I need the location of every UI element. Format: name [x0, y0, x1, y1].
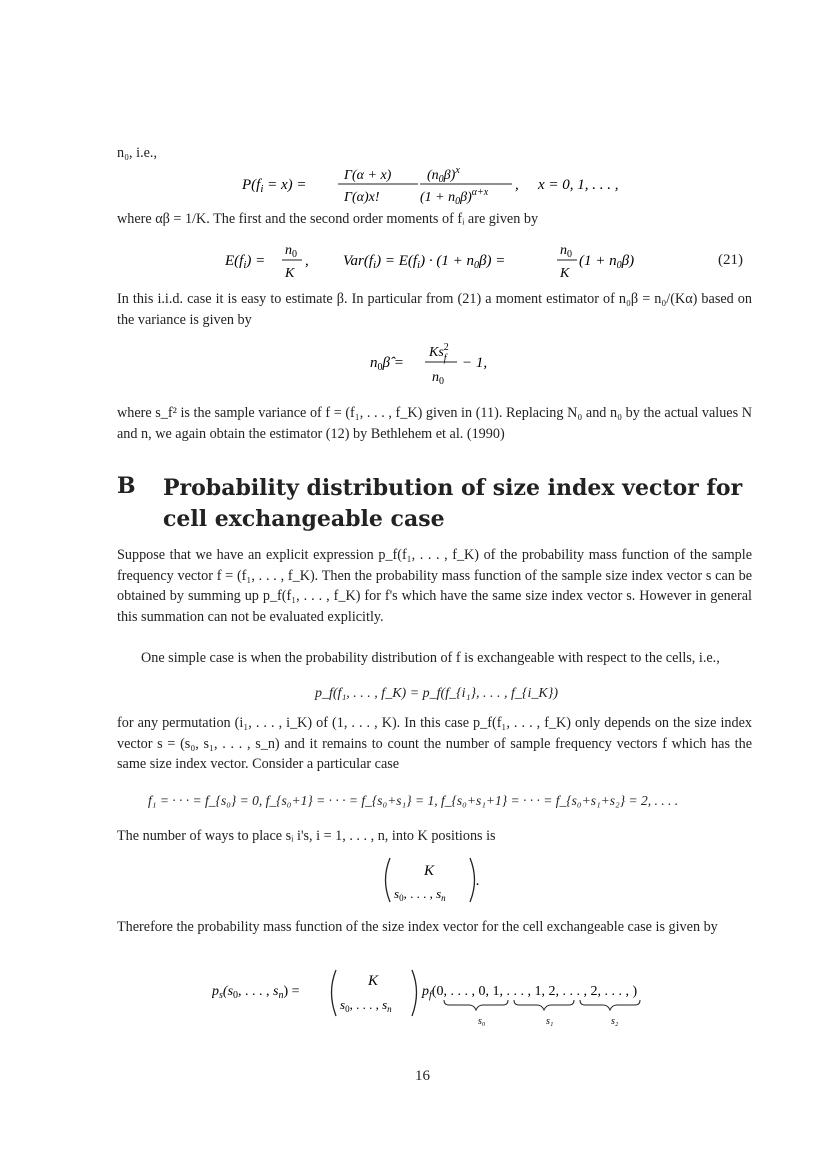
svg-text:Ks2f: Ks$^2$ f	[429, 342, 449, 364]
equation-negative-binomial	[242, 163, 662, 212]
equation-multinomial	[380, 855, 490, 910]
paragraph-bethlehem: where s_f² is the sample variance of f = (f₁, . . . , f_K) given in (11). Replacing N₀ and n₀ by the actual values N and n, we again obtain the estimator (12) by Bethlehem et al. (1990)	[117, 405, 752, 442]
brace-label-s0: s₀	[478, 1016, 486, 1027]
svg-text:(1 + n0β)α+x: $(1 + n_0\beta)^{\alpha+x}$	[420, 187, 489, 207]
svg-text:,: ,	[305, 253, 309, 269]
svg-text:pf(0, . . . , 0, 1, . . . , 1,: $p_f(0$, . . . , 0, 1, . . . , 1, 2, . . . , 2, . . . , )	[422, 984, 638, 1001]
svg-text:E(fi) =: $E(f_i)$ =	[225, 253, 266, 271]
svg-text:n0: $n_0$	[285, 243, 297, 260]
svg-text:− 1,: − 1,	[462, 355, 488, 371]
section-number: B	[117, 473, 136, 499]
svg-text:Γ(α)x!: Γ(α)x!	[344, 190, 380, 205]
svg-text:s0, . . . , sn: $s_0$, . . . , $s_n$	[394, 886, 446, 903]
paragraph-permutation: for any permutation (i₁, . . . , i_K) of (1, . . . , K). In this case p_f(f₁, . . . , f_K) only depends on the size index vector s = (s₀, s₁, . . . , s_n) and it remains to count the number of sample frequency vectors f which has the same size index vector. Consider a particular case	[117, 715, 752, 772]
paragraph-explicit-expression: Suppose that we have an explicit expression p_f(f₁, . . . , f_K) of the probability mass function of the sample frequency vector f = (f₁, . . . , f_K). Then the probability mass function of the sample size index vector s can be obtained by summing up p_f(f₁, . . . , f_K) for f's which have the same size index vector s. However in general this summation can not be evaluated explicitly.	[117, 547, 752, 625]
svg-text:K: K	[285, 266, 295, 281]
equation-number-21: (21)	[718, 252, 743, 268]
brace-label-s2: s₂	[611, 1016, 619, 1027]
svg-text:Γ(α + x): Γ(α + x)	[344, 168, 392, 183]
svg-text:ps(s0, . . . , sn) =: $p_s(s_0$, . . . , $s_n$) =	[212, 984, 300, 1001]
svg-text:K: K	[368, 973, 379, 989]
equation-estimator	[370, 339, 510, 392]
svg-text:(n0β)x: $(n_0\beta)^x$	[427, 165, 460, 185]
svg-text:P(fi = x) =: $P(f_i = x)$ =	[242, 177, 307, 195]
equation-size-index-pmf	[212, 967, 662, 1032]
svg-text:n0β̂ =: $n_0\betâ$ =	[370, 355, 404, 373]
equation-21-svg	[225, 239, 665, 283]
svg-text:,: ,	[515, 177, 519, 193]
svg-text:(1 + n0β): $(1 + n_0\beta)$	[579, 253, 635, 271]
svg-text:n0: $n_0$	[560, 243, 572, 260]
paragraph-therefore: Therefore the probability mass function of the size index vector for the cell exchangeable case is given by	[117, 919, 718, 935]
svg-text:s0, . . . , sn: $s_0$, . . . , $s_n$	[340, 997, 392, 1014]
svg-text:n0: $n_0$	[432, 370, 444, 387]
svg-text:K: K	[560, 266, 570, 281]
svg-text:x = 0, 1, . . . ,: x = 0, 1, . . . ,	[538, 177, 619, 193]
equation-estimator-svg	[370, 339, 510, 387]
equation-nb-svg	[242, 163, 712, 207]
paragraph-exchangeable: One simple case is when the probability distribution of f is exchangeable with respect to the cells, i.e.,	[141, 650, 720, 666]
equation-final-svg	[212, 967, 662, 1027]
page-number: 16	[415, 1068, 430, 1084]
text-line-moments: where αβ = 1/K. The first and the second order moments of fᵢ are given by	[117, 211, 539, 227]
equation-multinomial-svg	[380, 855, 490, 905]
svg-text:.: .	[476, 873, 480, 889]
text-line-ni-ie: n₀, i.e.,	[117, 145, 158, 161]
equation-particular-case: f₁ = · · · = f_{s₀} = 0, f_{s₀+1} = · · · = f_{s₀+s₁} = 1, f_{s₀+s₁+1} = · · · = f_{s₀+s₁+s₂} = 2, . . . .	[148, 793, 679, 808]
svg-text:Var(fi) = E(fi) · (1 + n0β) =: $Var(f_i) = E(f_i) \cdot (1 + n_0\beta)$ =	[343, 253, 506, 271]
section-title: Probability distribution of size index vector for cell exchangeable case	[163, 475, 743, 532]
equation-exchangeable: p_f(f₁, . . . , f_K) = p_f(f_{i₁}, . . . , f_{i_K})	[315, 686, 559, 701]
paragraph-moment-estimator: In this i.i.d. case it is easy to estimate β. In particular from (21) a moment estimator of n₀β = n₀/(Kα) based on the variance is given by	[117, 291, 752, 328]
svg-text:K: K	[424, 863, 435, 879]
equation-21	[225, 239, 665, 288]
brace-label-s1: s₁	[546, 1016, 554, 1027]
paragraph-number-of-ways: The number of ways to place sᵢ i's, i = 1, . . . , n, into K positions is	[117, 828, 496, 844]
